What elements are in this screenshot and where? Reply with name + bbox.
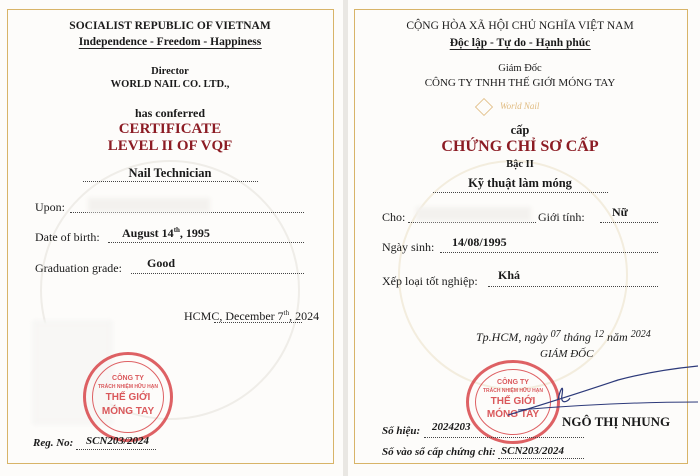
issuer-title: Director — [151, 66, 189, 77]
motto: Independence - Freedom - Happiness — [78, 36, 262, 48]
conferred-text: has conferred — [134, 106, 206, 120]
country-header: SOCIALIST REPUBLIC OF VIETNAM — [69, 20, 271, 32]
upon-label: Upon: — [35, 200, 65, 214]
company-seal: CÔNG TY TRÁCH NHIỆM HỮU HẠN THẾ GIỚI MÓNG TAY — [83, 352, 173, 442]
certificate-level: Bậc II — [506, 159, 534, 170]
english-certificate-page — [0, 0, 343, 476]
issue-date: HCMC, December 7th, 2024 — [184, 309, 320, 323]
issue-date: Tp.HCM, ngày $^{07}$ tháng $^{12}$ năm $^{2024}$ — [476, 329, 651, 344]
certificate-title: CERTIFICATE — [118, 121, 222, 137]
vietnamese-certificate-page — [348, 0, 700, 476]
country-header: CỘNG HÒA XÃ HỘI CHỦ NGHĨA VIỆT NAM — [406, 20, 634, 32]
registry-label: Số vào sổ cấp chứng chỉ: — [382, 446, 496, 458]
dob-value: 14/08/1995 — [452, 235, 507, 249]
conferred-text: cấp — [510, 123, 530, 137]
profession: Kỹ thuật làm móng — [468, 176, 572, 190]
dob-value: August 14th, 1995 — [122, 226, 210, 240]
grade-label: Xếp loại tốt nghiệp: — [382, 274, 478, 288]
redacted-name — [88, 198, 210, 212]
dob-label: Ngày sinh: — [382, 240, 435, 254]
motto: Độc lập - Tự do - Hạnh phúc — [449, 37, 591, 49]
reg-value: SCN203/2024 — [86, 435, 149, 447]
signer-title: GIÁM ĐỐC — [540, 348, 594, 360]
redacted-name — [416, 207, 531, 221]
grade-value: Good — [147, 256, 176, 270]
company-logo: World Nail — [476, 99, 566, 117]
issuer-name: WORLD NAIL CO. LTD., — [110, 79, 230, 90]
company-seal: CÔNG TY TRÁCH NHIỆM HỮU HẠN THẾ GIỚI MÓNG TAY — [466, 360, 560, 444]
gender-label: Giới tính: — [538, 210, 585, 224]
registry-value: SCN203/2024 — [501, 445, 564, 457]
serial-value: 2024203 — [432, 421, 471, 433]
issuer-title: Giám Đốc — [498, 63, 542, 74]
certificate-title: CHỨNG CHỈ SƠ CẤP — [441, 138, 599, 155]
grade-label: Graduation grade: — [35, 261, 122, 275]
issuer-name: CÔNG TY TNHH THẾ GIỚI MÓNG TAY — [424, 77, 616, 89]
dob-label: Date of birth: — [35, 230, 100, 244]
signature — [498, 360, 698, 420]
name-label: Cho: — [382, 210, 406, 224]
reg-label: Reg. No: — [33, 437, 74, 449]
profession: Nail Technician — [128, 166, 212, 180]
gender-value: Nữ — [612, 205, 628, 219]
diamond-logo-icon — [475, 98, 493, 116]
certificate-level: LEVEL II OF VQF — [107, 138, 233, 154]
grade-value: Khá — [498, 268, 521, 282]
signer-name: NGÔ THỊ NHUNG — [562, 414, 671, 429]
serial-label: Số hiệu: — [382, 425, 421, 437]
